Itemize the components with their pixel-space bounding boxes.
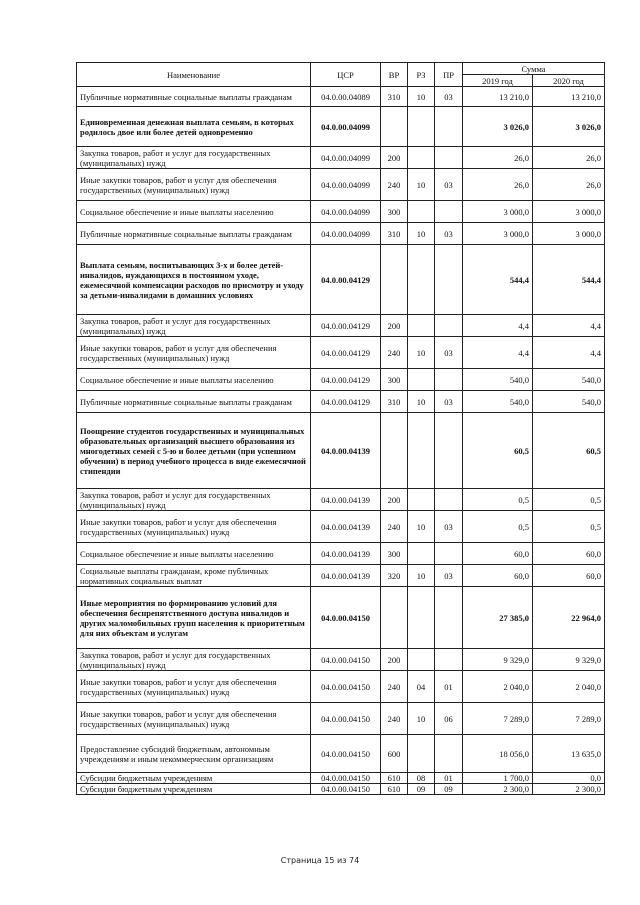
cell-sum-2020: 2 300,0	[533, 784, 605, 795]
cell-vr: 200	[381, 649, 408, 671]
cell-pr	[435, 369, 463, 391]
cell-csr: 04.0.00.04099	[311, 107, 381, 147]
cell-name: Закупка товаров, работ и услуг для государственных (муниципальных) нужд	[77, 489, 311, 511]
cell-rz: 10	[408, 337, 435, 369]
cell-name: Социальное обеспечение и иные выплаты населению	[77, 369, 311, 391]
cell-csr: 04.0.00.04139	[311, 565, 381, 587]
cell-sum-2020: 26,0	[533, 169, 605, 201]
cell-name: Иные закупки товаров, работ и услуг для обеспечения государственных (муниципальных) нужд	[77, 169, 311, 201]
cell-rz: 09	[408, 784, 435, 795]
cell-sum-2020: 9 329,0	[533, 649, 605, 671]
cell-vr: 310	[381, 223, 408, 245]
cell-pr	[435, 587, 463, 649]
cell-rz	[408, 735, 435, 773]
cell-csr: 04.0.00.04150	[311, 703, 381, 735]
cell-sum-2020: 540,0	[533, 391, 605, 413]
header-csr: ЦСР	[311, 63, 381, 87]
cell-vr: 240	[381, 703, 408, 735]
table-row-program	[77, 413, 605, 489]
cell-sum-2019: 540,0	[463, 369, 533, 391]
cell-csr: 04.0.00.04150	[311, 735, 381, 773]
cell-sum-2020: 540,0	[533, 369, 605, 391]
cell-csr: 04.0.00.04150	[311, 587, 381, 649]
table-row	[77, 773, 605, 784]
cell-vr	[381, 413, 408, 489]
cell-sum-2020: 22 964,0	[533, 587, 605, 649]
cell-sum-2020: 26,0	[533, 147, 605, 169]
cell-pr: 03	[435, 169, 463, 201]
cell-rz: 10	[408, 703, 435, 735]
cell-sum-2019: 3 026,0	[463, 107, 533, 147]
cell-sum-2020: 0,0	[533, 773, 605, 784]
cell-rz: 10	[408, 169, 435, 201]
cell-pr	[435, 489, 463, 511]
cell-vr: 310	[381, 391, 408, 413]
cell-vr: 200	[381, 489, 408, 511]
cell-rz	[408, 107, 435, 147]
cell-sum-2019: 1 700,0	[463, 773, 533, 784]
table-body	[77, 87, 605, 795]
cell-sum-2019: 9 329,0	[463, 649, 533, 671]
table-row	[77, 169, 605, 201]
cell-rz	[408, 147, 435, 169]
table-row	[77, 671, 605, 703]
header-name: Наименование	[77, 63, 311, 87]
cell-rz	[408, 489, 435, 511]
cell-pr: 06	[435, 703, 463, 735]
cell-vr	[381, 587, 408, 649]
cell-name: Публичные нормативные социальные выплаты гражданам	[77, 391, 311, 413]
cell-vr: 240	[381, 511, 408, 543]
cell-csr: 04.0.00.04150	[311, 773, 381, 784]
cell-sum-2020: 13 635,0	[533, 735, 605, 773]
cell-pr	[435, 201, 463, 223]
table-row	[77, 735, 605, 773]
cell-vr: 200	[381, 315, 408, 337]
cell-rz	[408, 201, 435, 223]
cell-rz	[408, 413, 435, 489]
cell-pr: 01	[435, 671, 463, 703]
cell-csr: 04.0.00.04139	[311, 413, 381, 489]
cell-rz	[408, 245, 435, 315]
cell-sum-2020: 0,5	[533, 511, 605, 543]
cell-vr	[381, 245, 408, 315]
cell-rz	[408, 369, 435, 391]
cell-rz: 10	[408, 565, 435, 587]
cell-sum-2020: 4,4	[533, 315, 605, 337]
cell-pr: 09	[435, 784, 463, 795]
cell-vr: 300	[381, 543, 408, 565]
table-row	[77, 784, 605, 795]
cell-rz: 10	[408, 391, 435, 413]
cell-pr	[435, 107, 463, 147]
cell-sum-2020: 3 000,0	[533, 223, 605, 245]
header-pr: ПР	[435, 63, 463, 87]
cell-name: Социальное обеспечение и иные выплаты населению	[77, 201, 311, 223]
cell-sum-2019: 27 385,0	[463, 587, 533, 649]
cell-rz	[408, 315, 435, 337]
cell-csr: 04.0.00.04089	[311, 87, 381, 107]
header-vr: ВР	[381, 63, 408, 87]
header-year-2020: 2020 год	[533, 75, 605, 87]
cell-pr	[435, 245, 463, 315]
table-row-program	[77, 587, 605, 649]
cell-csr: 04.0.00.04150	[311, 671, 381, 703]
cell-sum-2019: 4,4	[463, 337, 533, 369]
cell-pr: 03	[435, 337, 463, 369]
table-row	[77, 489, 605, 511]
cell-sum-2020: 60,0	[533, 543, 605, 565]
cell-vr: 240	[381, 169, 408, 201]
cell-sum-2019: 544,4	[463, 245, 533, 315]
cell-csr: 04.0.00.04150	[311, 649, 381, 671]
cell-rz	[408, 649, 435, 671]
cell-name: Закупка товаров, работ и услуг для государственных (муниципальных) нужд	[77, 315, 311, 337]
cell-pr: 03	[435, 223, 463, 245]
cell-vr: 300	[381, 201, 408, 223]
header-year-2019: 2019 год	[463, 75, 533, 87]
cell-csr: 04.0.00.04129	[311, 315, 381, 337]
budget-table	[76, 62, 605, 795]
table-row-program	[77, 245, 605, 315]
cell-csr: 04.0.00.04129	[311, 245, 381, 315]
cell-csr: 04.0.00.04129	[311, 369, 381, 391]
cell-name: Иные закупки товаров, работ и услуг для обеспечения государственных (муниципальных) нужд	[77, 337, 311, 369]
cell-vr	[381, 107, 408, 147]
cell-pr	[435, 413, 463, 489]
cell-name: Предоставление субсидий бюджетным, автономным учреждениям и иным некоммерческим организациям	[77, 735, 311, 773]
cell-sum-2019: 18 056,0	[463, 735, 533, 773]
cell-pr: 03	[435, 87, 463, 107]
cell-vr: 320	[381, 565, 408, 587]
cell-vr: 240	[381, 671, 408, 703]
table-row	[77, 649, 605, 671]
table-row	[77, 87, 605, 107]
cell-sum-2020: 60,0	[533, 565, 605, 587]
cell-pr: 03	[435, 511, 463, 543]
cell-sum-2020: 7 289,0	[533, 703, 605, 735]
cell-vr: 610	[381, 773, 408, 784]
cell-sum-2019: 3 000,0	[463, 223, 533, 245]
cell-name: Иные закупки товаров, работ и услуг для обеспечения государственных (муниципальных) нужд	[77, 703, 311, 735]
cell-name: Единовременная денежная выплата семьям, в которых родилось двое или более детей одновременно	[77, 107, 311, 147]
header-sum: Сумма	[463, 63, 605, 75]
cell-sum-2019: 0,5	[463, 511, 533, 543]
cell-vr: 610	[381, 784, 408, 795]
cell-name: Выплата семьям, воспитывающих 3-х и более детей-инвалидов, нуждающихся в постоянном уходе, ежемесячной компенсации расходов по присмотру и уходу за детьми-инвалидами в домашних условиях	[77, 245, 311, 315]
cell-rz: 08	[408, 773, 435, 784]
cell-csr: 04.0.00.04099	[311, 169, 381, 201]
cell-rz	[408, 587, 435, 649]
cell-rz: 10	[408, 87, 435, 107]
cell-name: Публичные нормативные социальные выплаты гражданам	[77, 223, 311, 245]
table-row	[77, 703, 605, 735]
cell-pr	[435, 315, 463, 337]
cell-pr	[435, 735, 463, 773]
table-row-program	[77, 107, 605, 147]
cell-rz: 10	[408, 223, 435, 245]
cell-name: Субсидии бюджетным учреждениям	[77, 784, 311, 795]
cell-vr: 240	[381, 337, 408, 369]
table-row	[77, 315, 605, 337]
table-row	[77, 147, 605, 169]
cell-sum-2019: 26,0	[463, 169, 533, 201]
cell-sum-2020: 13 210,0	[533, 87, 605, 107]
page-number: Страница 15 из 74	[280, 856, 360, 865]
cell-name: Закупка товаров, работ и услуг для государственных (муниципальных) нужд	[77, 147, 311, 169]
cell-name: Социальное обеспечение и иные выплаты населению	[77, 543, 311, 565]
cell-csr: 04.0.00.04139	[311, 489, 381, 511]
cell-name: Социальные выплаты гражданам, кроме публичных нормативных социальных выплат	[77, 565, 311, 587]
cell-sum-2019: 26,0	[463, 147, 533, 169]
cell-sum-2020: 544,4	[533, 245, 605, 315]
table-row	[77, 565, 605, 587]
cell-name: Иные закупки товаров, работ и услуг для обеспечения государственных (муниципальных) нужд	[77, 511, 311, 543]
cell-csr: 04.0.00.04139	[311, 543, 381, 565]
cell-sum-2019: 60,0	[463, 543, 533, 565]
cell-sum-2020: 3 000,0	[533, 201, 605, 223]
cell-csr: 04.0.00.04099	[311, 223, 381, 245]
header-row-top	[77, 63, 605, 75]
cell-pr	[435, 147, 463, 169]
header-rz: РЗ	[408, 63, 435, 87]
cell-pr: 01	[435, 773, 463, 784]
cell-name: Иные мероприятия по формированию условий для обеспечения беспрепятственного доступа инвалидов и других маломобильных групп населения к приоритетным для них объектам и услугам	[77, 587, 311, 649]
cell-sum-2019: 4,4	[463, 315, 533, 337]
cell-vr: 310	[381, 87, 408, 107]
table-row	[77, 337, 605, 369]
cell-csr: 04.0.00.04139	[311, 511, 381, 543]
cell-vr: 200	[381, 147, 408, 169]
cell-sum-2019: 540,0	[463, 391, 533, 413]
cell-sum-2020: 60,5	[533, 413, 605, 489]
cell-name: Публичные нормативные социальные выплаты гражданам	[77, 87, 311, 107]
cell-name: Иные закупки товаров, работ и услуг для обеспечения государственных (муниципальных) нужд	[77, 671, 311, 703]
cell-name: Субсидии бюджетным учреждениям	[77, 773, 311, 784]
cell-name: Поощрение студентов государственных и муниципальных образовательных организаций высшего образования из многодетных семей с 5-ю и более детьми (при успешном обучении) в период учебного процесса в виде ежемесячной стипендии	[77, 413, 311, 489]
cell-vr: 300	[381, 369, 408, 391]
cell-sum-2019: 3 000,0	[463, 201, 533, 223]
cell-sum-2019: 2 040,0	[463, 671, 533, 703]
cell-csr: 04.0.00.04099	[311, 147, 381, 169]
cell-rz: 04	[408, 671, 435, 703]
cell-sum-2020: 4,4	[533, 337, 605, 369]
cell-name: Закупка товаров, работ и услуг для государственных (муниципальных) нужд	[77, 649, 311, 671]
cell-sum-2019: 13 210,0	[463, 87, 533, 107]
cell-csr: 04.0.00.04129	[311, 391, 381, 413]
cell-sum-2020: 2 040,0	[533, 671, 605, 703]
cell-pr	[435, 543, 463, 565]
table-row	[77, 369, 605, 391]
cell-sum-2019: 60,5	[463, 413, 533, 489]
cell-vr: 600	[381, 735, 408, 773]
cell-sum-2019: 0,5	[463, 489, 533, 511]
cell-rz	[408, 543, 435, 565]
cell-sum-2019: 7 289,0	[463, 703, 533, 735]
cell-sum-2019: 2 300,0	[463, 784, 533, 795]
cell-rz: 10	[408, 511, 435, 543]
table-row	[77, 543, 605, 565]
cell-pr	[435, 649, 463, 671]
cell-csr: 04.0.00.04129	[311, 337, 381, 369]
table-row	[77, 201, 605, 223]
cell-csr: 04.0.00.04099	[311, 201, 381, 223]
cell-pr: 03	[435, 565, 463, 587]
cell-sum-2019: 60,0	[463, 565, 533, 587]
cell-pr: 03	[435, 391, 463, 413]
table-row	[77, 391, 605, 413]
cell-csr: 04.0.00.04150	[311, 784, 381, 795]
table-row	[77, 511, 605, 543]
cell-sum-2020: 3 026,0	[533, 107, 605, 147]
table-row	[77, 223, 605, 245]
cell-sum-2020: 0,5	[533, 489, 605, 511]
